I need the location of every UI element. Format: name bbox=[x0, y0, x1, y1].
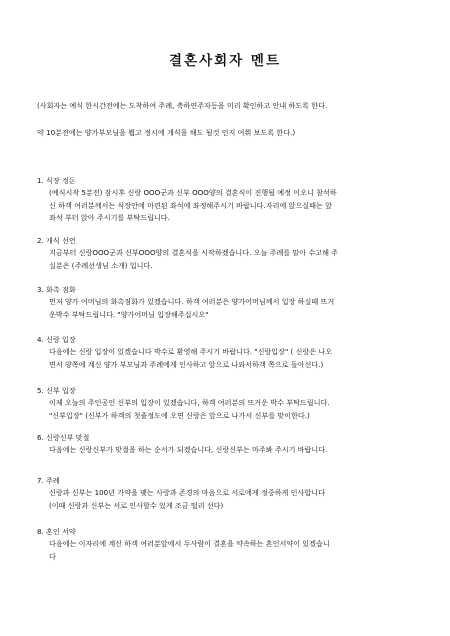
section-body bbox=[37, 444, 432, 456]
section-heading: 8. 혼인 서약 bbox=[37, 527, 76, 536]
section-body bbox=[37, 397, 432, 422]
section-opening bbox=[37, 235, 432, 272]
section-wedding-vows bbox=[37, 526, 432, 563]
section-heading: 2. 개식 선언 bbox=[37, 236, 76, 245]
section-line: (이때 신랑과 신부는 서로 인사할수 있게 조금 떨리 선다) bbox=[49, 500, 224, 510]
section-body bbox=[37, 296, 432, 321]
section-line: 다 bbox=[49, 551, 56, 561]
page-title: 결혼사회자 멘트 bbox=[169, 53, 281, 69]
section-bride-entrance bbox=[37, 385, 432, 422]
section-line: "신부입장" (신부가 하객의 첫줄정도에 오면 신랑은 앞으로 나가서 신부를 맞이한다.) bbox=[49, 410, 310, 420]
section-line: 면서 양쪽에 계신 양가 부모님과 주례에게 인사하고 앞으로 나와서하객 쪽으로 돌아선다.) bbox=[49, 359, 324, 369]
section-line: 다음에는 신랑신부가 맞절을 하는 순서가 되겠습니다, 신랑신부는 마주봐 주시기 바랍니다. bbox=[49, 445, 328, 455]
section-officiant bbox=[37, 475, 432, 512]
section-line: 실분은 (주례선생님 소개) 입니다. bbox=[49, 260, 153, 270]
section-body bbox=[37, 187, 432, 224]
intro-paragraph: 약 10분전에는 양가부모님을 뵙고 정시에 개식을 해도 될것 인지 여쭤 보도록 한다.) bbox=[37, 128, 296, 137]
section-line: 신랑과 신부는 100년 가약을 맺는 사랑과 존경의 마음으로 서로에게 정중하게 인사합니다 bbox=[49, 488, 325, 498]
section-line: 지금부터 신랑OOO군과 신부OOO양의 결혼식을 시작하겠습니다. 오늘 주례를 맡아 수고해 주 bbox=[49, 248, 339, 258]
section-line: (예식시작 5분전) 잠시후 신랑 OOO군과 신부 OOO양의 결혼식이 진행될 예정 이오니 참석하 bbox=[49, 188, 337, 198]
section-body bbox=[37, 247, 432, 272]
section-heading: 4. 신랑 입장 bbox=[37, 335, 76, 344]
section-heading: 7. 주례 bbox=[37, 476, 60, 485]
section-line: 다음에는 신랑 입장이 있겠습니다 박수로 환영해 주시기 바랍니다. "신랑입장" ( 신랑은 나오 bbox=[49, 347, 333, 357]
section-heading: 3. 화촉 점화 bbox=[37, 285, 76, 294]
section-groom-entrance bbox=[37, 334, 432, 371]
intro-paragraph: (사회자는 예식 한시간전에는 도착하여 주례, 축하연주자등을 미리 확인하고 안내 하도록 한다. bbox=[37, 101, 328, 110]
section-heading: 1. 식장 정돈 bbox=[37, 176, 76, 185]
section-line: 운박수 부탁드립니다. "양가어머님 입장해주십시오" bbox=[49, 309, 209, 319]
section-body bbox=[37, 346, 432, 371]
section-body bbox=[37, 538, 432, 563]
section-heading: 6. 신랑신부 맞절 bbox=[37, 433, 90, 442]
section-ceremony-hall bbox=[37, 175, 432, 224]
section-line: 이제 오늘의 주인공인 신부의 입장이 있겠습니다, 하객 여러분의 뜨거운 박수 부탁드립니다. bbox=[49, 398, 330, 408]
section-line: 다음에는 이자리에 계신 하객 여러분앞에서 두사람이 결혼을 약속하는 혼인서약이 있겠습니 bbox=[49, 539, 330, 549]
section-candle-lighting bbox=[37, 284, 432, 321]
section-line: 좌석 부터 앉아 주시기를 부탁드립니다. bbox=[49, 212, 170, 222]
section-line: 신 하객 여러분께서는 식장안에 마련된 좌석에 좌정해주시기 바랍니다.자리에 앉으실때는 앞 bbox=[49, 200, 332, 210]
section-body bbox=[37, 487, 432, 512]
section-bow bbox=[37, 432, 432, 457]
section-heading: 5. 신부 입장 bbox=[37, 386, 76, 395]
section-line: 먼저 양가 어머님의 화촉점화가 있겠습니다. 하객 여러분은 양가어머님께서 입장 하실때 뜨거 bbox=[49, 297, 335, 307]
